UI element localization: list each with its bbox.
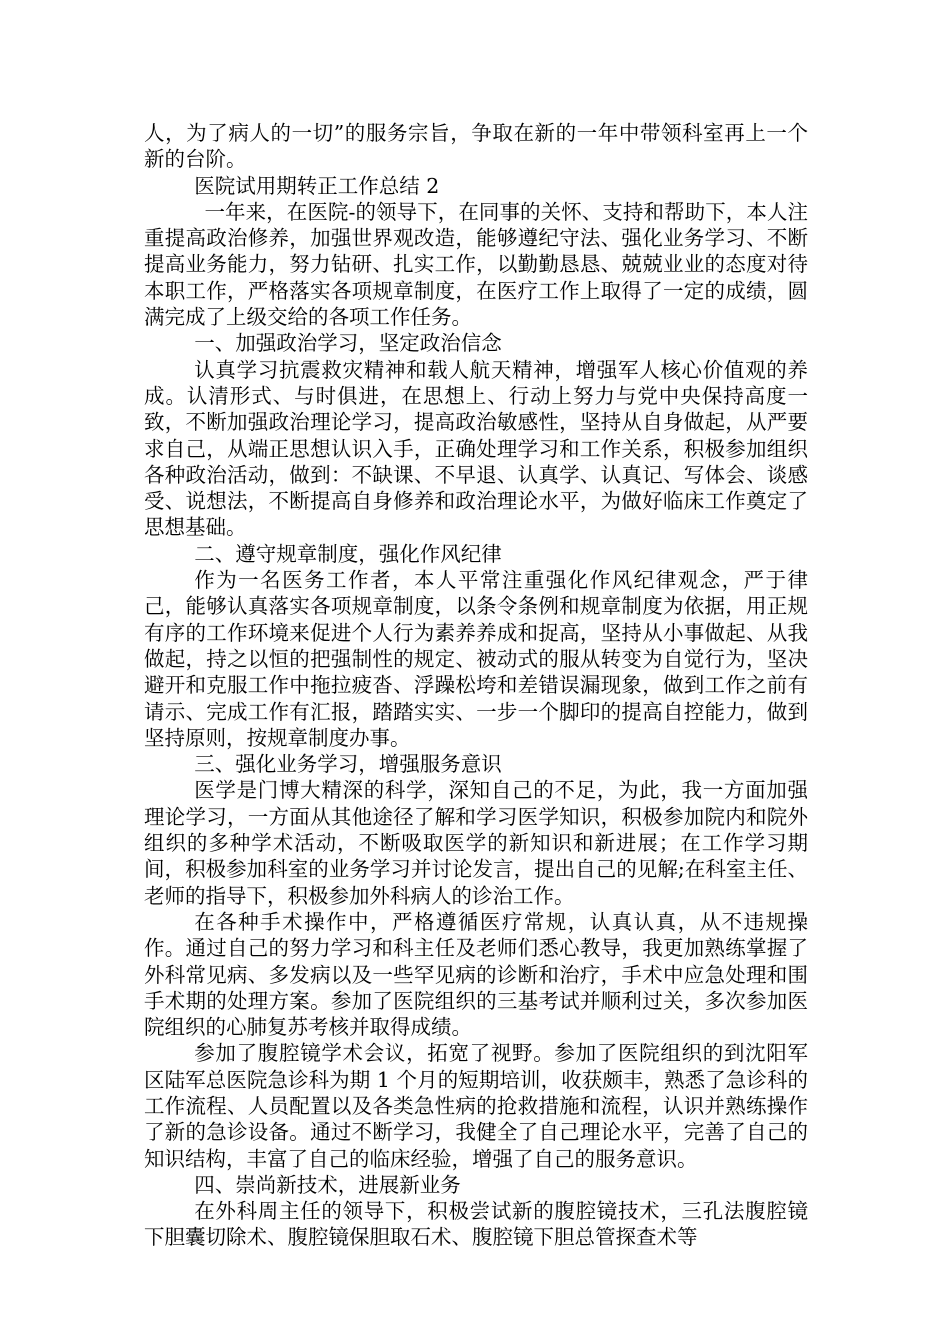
paragraph-business-study-3: 参加了腹腔镜学术会议，拓宽了视野。参加了医院组织的到沈阳军区陆军总医院急诊科为期 1 个月的短期培训，收获颇丰，熟悉了急诊科的工作流程、人员配置以及各类急性病的抢救措施和流程，认识并熟练操作了新的急诊设备。通过不断学习，我健全了自己理论水平，完善了自己的知识结构，丰富了自己的临床经验，增强了自己的服务意识。 [144,1041,808,1171]
paragraph-business-study-1: 医学是门博大精深的科学，深知自己的不足，为此，我一方面加强理论学习，一方面从其他途径了解和学习医学知识，积极参加院内和院外组织的多种学术活动，不断吸取医学的新知识和新进展；在工作学习期间，积极参加科室的业务学习并讨论发言，提出自己的见解;在科室主任、老师的指导下，积极参加外科病人的诊治工作。 [144,778,808,908]
opening-fragment: 人，为了病人的一切”的服务宗旨，争取在新的一年中带领科室再上一个新的台阶。 [144,121,808,172]
heading-political-study: 一、加强政治学习，坚定政治信念 [194,331,502,356]
paragraph-political-study: 认真学习抗震救灾精神和载人航天精神，增强军人核心价值观的养成。认清形式、与时俱进，在思想上、行动上努力与党中央保持高度一致，不断加强政治理论学习，提高政治敏感性，坚持从自身做起，从严要求自己，从端正思想认识入手，正确处理学习和工作关系，积极参加组织各种政治活动，做到：不缺课、不早退、认真学、认真记、写体会、谈感受、说想法，不断提高自身修养和政治理论水平，为做好临床工作奠定了思想基础。 [144,357,808,540]
heading-new-technology: 四、崇尚新技术，进展新业务 [194,1172,461,1197]
section-title: 医院试用期转正工作总结 2 [194,173,440,198]
paragraph-business-study-2: 在各种手术操作中，严格遵循医疗常规，认真认真，从不违规操作。通过自己的努力学习和科主任及老师们悉心教导，我更加熟练掌握了外科常见病、多发病以及一些罕见病的诊断和治疗，手术中应急处理和围手术期的处理方案。参加了医院组织的三基考试并顺利过关，多次参加医院组织的心肺复苏考核并取得成绩。 [144,909,808,1040]
document-page [144,120,808,1251]
paragraph-new-technology: 在外科周主任的领导下，积极尝试新的腹腔镜技术，三孔法腹腔镜下胆囊切除术、腹腔镜保胆取石术、腹腔镜下胆总管探查术等 [144,1199,808,1250]
heading-business-study: 三、强化业务学习，增强服务意识 [194,752,502,777]
heading-rules-discipline: 二、遵守规章制度，强化作风纪律 [194,541,502,566]
intro-paragraph: 一年来，在医院-的领导下，在同事的关怀、支持和帮助下，本人注重提高政治修养，加强世界观改造，能够遵纪守法、强化业务学习、不断提高业务能力，努力钻研、扎实工作，以勤勤恳恳、兢兢业业的态度对待本职工作，严格落实各项规章制度，在医疗工作上取得了一定的成绩，圆满完成了上级交给的各项工作任务。 [144,199,808,330]
paragraph-rules-discipline: 作为一名医务工作者，本人平常注重强化作风纪律观念，严于律己，能够认真落实各项规章制度，以条令条例和规章制度为依据，用正规有序的工作环境来促进个人行为素养养成和捉高，坚持从小事做起、从我做起，持之以恒的把强制性的规定、被动式的服从转变为自觉行为，坚决避开和克服工作中拖拉疲沓、浮躁松垮和差错误漏现象，做到工作之前有请示、完成工作有汇报，踏踏实实、一步一个脚印的提高自控能力，做到坚持原则，按规章制度办事。 [144,568,808,750]
